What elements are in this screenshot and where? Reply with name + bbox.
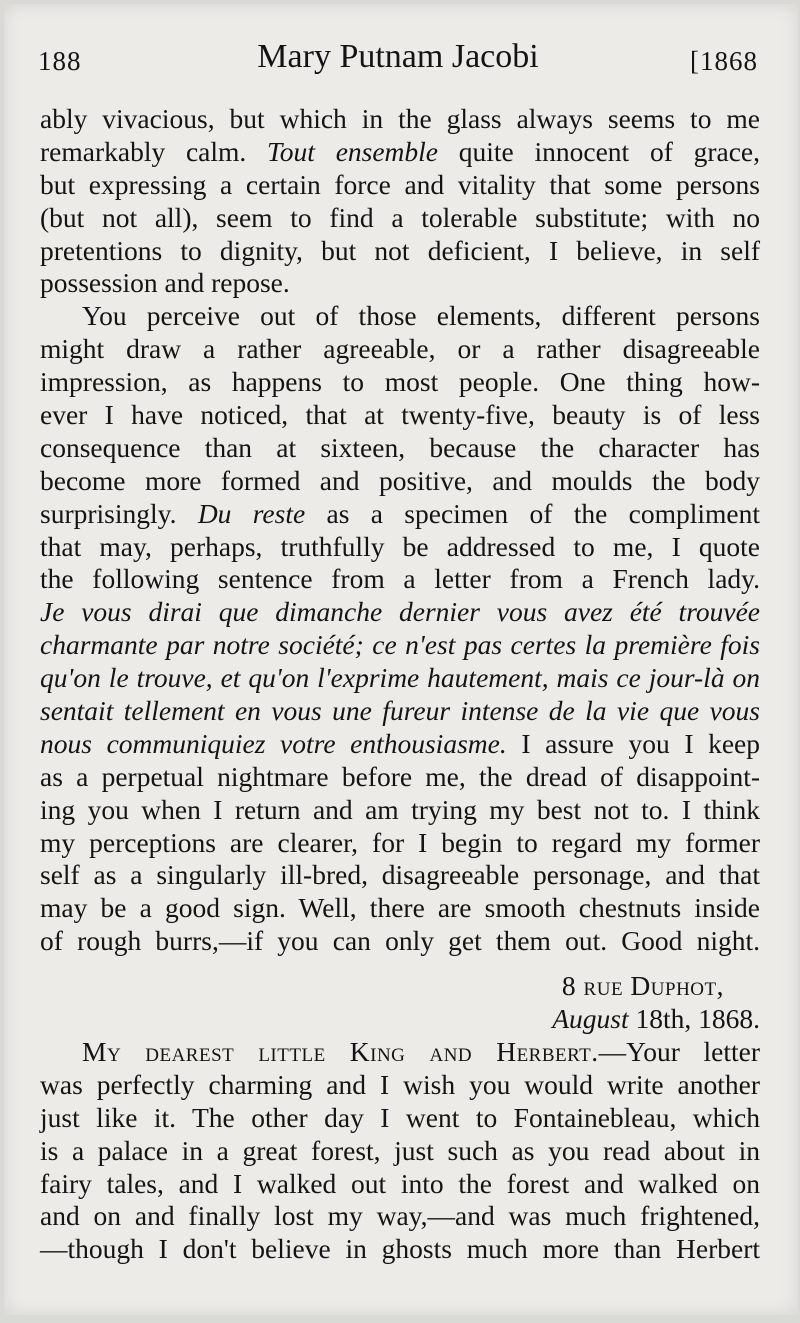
text-line: as a perpetual nightmare before me, the dread of disappoint-	[40, 760, 760, 792]
text-line: self as a singularly ill-bred, disagreeable personage, and that	[40, 859, 760, 891]
text-line: You perceive out of those elements, different persons	[82, 300, 760, 332]
text-line: the following sentence from a letter from a French lady.	[40, 563, 760, 595]
text-line: become more formed and positive, and moulds the body	[40, 464, 760, 496]
letter-heading	[40, 970, 760, 1036]
text-line: fairy tales, and I walked out into the forest and walked on	[40, 1167, 760, 1199]
text-line: ever I have noticed, that at twenty-five, beauty is of less	[40, 399, 760, 431]
text-line: might draw a rather agreeable, or a rather disagreeable	[40, 333, 760, 365]
text-line: just like it. The other day I went to Fontainebleau, which	[40, 1101, 760, 1133]
text-line: pretentions to dignity, but not deficient, I believe, in self	[40, 234, 760, 266]
french-quote-line: Je vous dirai que dimanche dernier vous avez été trouvée	[40, 596, 760, 628]
paragraph	[40, 1036, 760, 1266]
book-page	[4, 4, 798, 1315]
text-line: ing you when I return and am trying my best not to. I think	[40, 793, 760, 825]
italic-phrase: Tout ensemble	[267, 135, 439, 167]
text-line: consequence than at sixteen, because the character has	[40, 431, 760, 463]
text-line: but expressing a certain force and vitality that some persons	[40, 168, 760, 200]
french-quote-line: qu'on le trouve, et qu'on l'exprime hautement, mais ce jour-là on	[40, 662, 760, 694]
text-line: possession and repose.	[40, 267, 290, 299]
text-line: may be a good sign. Well, there are smooth chestnuts inside	[40, 892, 760, 924]
text-line: of rough burrs,—if you can only get them out. Good night.	[40, 925, 760, 957]
text-line: that may, perhaps, truthfully be addressed to me, I quote	[40, 530, 760, 562]
page-number: 188	[38, 46, 82, 76]
body-text	[40, 103, 760, 1266]
year-mark: [1868	[690, 46, 758, 76]
letter-address: 8 rue Duphot,	[561, 970, 724, 1002]
paragraph	[40, 103, 760, 300]
spacer	[40, 958, 760, 970]
text-line: My dearest little King and Herbert.—Your letter	[82, 1035, 760, 1067]
italic-phrase: Du reste	[197, 497, 306, 529]
paragraph	[40, 300, 760, 958]
text-line: surprisingly. Du reste as a specimen of the compliment	[40, 497, 760, 529]
letter-date: August 18th, 1868.	[552, 1003, 760, 1035]
french-quote: nous communiquiez votre enthousiasme.	[40, 727, 507, 759]
text-line: —though I don't believe in ghosts much more than Herbert	[40, 1233, 760, 1265]
text-line: was perfectly charming and I wish you would write another	[40, 1068, 760, 1100]
text-line: impression, as happens to most people. One thing how-	[40, 366, 760, 398]
text-line: is a palace in a great forest, just such as you read about in	[40, 1134, 760, 1166]
running-title: Mary Putnam Jacobi	[257, 38, 539, 75]
text-line: ably vivacious, but which in the glass always seems to me	[40, 103, 760, 134]
text-line: nous communiquiez votre enthousiasme. I assure you I keep	[40, 727, 761, 759]
salutation: My dearest little King and Herbert.	[82, 1035, 599, 1067]
text-line: remarkably calm. Tout ensemble quite innocent of grace,	[40, 135, 760, 167]
text-line: my perceptions are clearer, for I begin to regard my former	[40, 826, 760, 858]
text-line: (but not all), seem to find a tolerable substitute; with no	[40, 201, 760, 233]
french-quote-line: sentait tellement en vous une fureur intense de la vie que vous	[40, 695, 760, 727]
text-line: and on and finally lost my way,—and was much frightened,	[40, 1200, 760, 1232]
french-quote-line: charmante par notre société; ce n'est pas certes la première fois	[40, 629, 760, 661]
page-header	[38, 38, 758, 82]
